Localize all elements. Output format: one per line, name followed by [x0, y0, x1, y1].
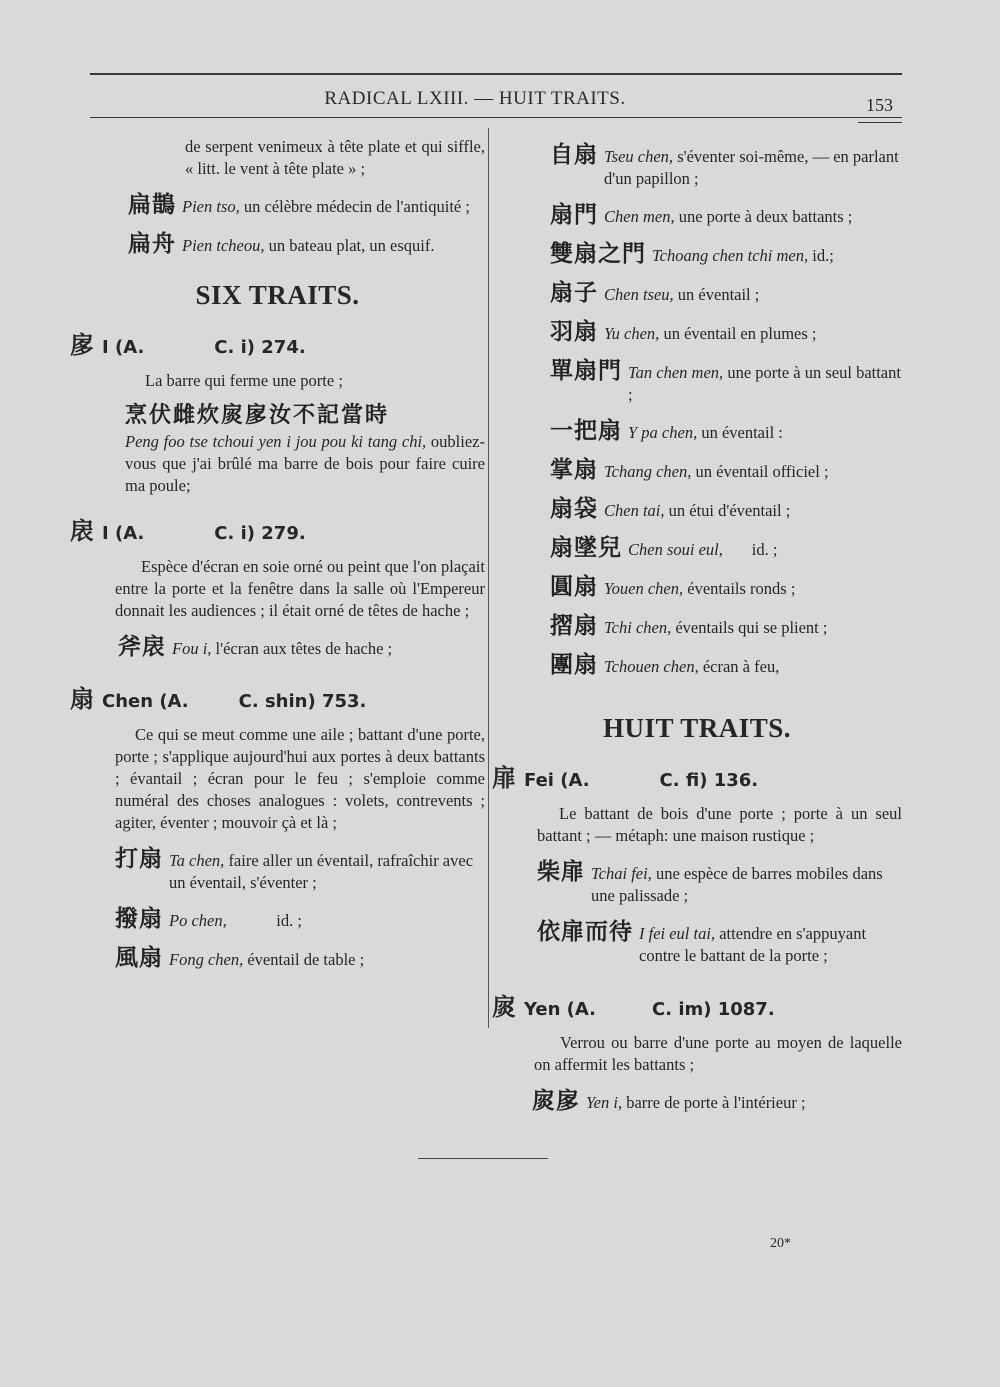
example-text: Yu chen, un éventail en plumes ; [604, 324, 817, 343]
dictionary-example [492, 853, 902, 907]
dictionary-example [70, 628, 485, 661]
example-text: Fong chen, éventail de table ; [169, 950, 365, 969]
example-chinese: 扇門 [550, 202, 598, 228]
example-text: Pien tcheou, un bateau plat, un esquif. [182, 236, 435, 255]
right-column [492, 136, 902, 1121]
example-text: Tan chen men, une porte à un seul battant ; [628, 363, 901, 404]
example-text: Chen soui eul, id. ; [628, 540, 778, 559]
dictionary-example [492, 313, 902, 346]
example-chinese: 雙扇之門 [550, 241, 646, 267]
signature-mark: 20* [770, 1236, 791, 1251]
entry-definition: Verrou ou barre d'une porte au moyen de laquelle on affermit les battants ; [534, 1033, 902, 1074]
example-chinese: 柴扉 [537, 859, 585, 885]
entry-heading [70, 325, 485, 360]
example-text: Chen tai, un étui d'éventail ; [604, 501, 791, 520]
example-chinese: 掌扇 [550, 457, 598, 483]
section-title-six-traits: SIX TRAITS. [195, 280, 360, 310]
example-text: I fei eul tai, attendre en s'appuyant contre le battant de la porte ; [639, 924, 867, 965]
page-number-rule [858, 122, 902, 123]
example-chinese: 羽扇 [550, 319, 598, 345]
example-chinese: 一把扇 [550, 418, 622, 444]
dictionary-example [492, 412, 902, 445]
dictionary-example [70, 939, 485, 972]
dictionary-example [70, 398, 485, 497]
example-text: Ta chen, faire aller un éventail, rafraîchir avec un éventail, s'éventer ; [169, 851, 474, 892]
entry-heading [70, 679, 485, 714]
entry-definition: Le battant de bois d'une porte ; porte à un seul battant ; — métaph: une maison rustique ; [537, 804, 902, 845]
entry-code: C. fi) 136. [659, 770, 759, 791]
entry-heading [492, 987, 902, 1022]
dictionary-example [70, 186, 485, 219]
entry-reading: Chen (A. [102, 691, 189, 712]
dictionary-example [492, 529, 902, 562]
example-chinese: 扁鵲 [128, 192, 176, 218]
example-chinese: 斧扆 [118, 634, 166, 660]
example-text: Chen tseu, un éventail ; [604, 285, 760, 304]
example-text: Tseu chen, s'éventer soi-même, — en parlant d'un papillon ; [604, 147, 899, 188]
intro-text: de serpent venimeux à tête plate et qui siffle, « litt. le vent à tête plate » ; [185, 137, 485, 178]
entry-code: C. i) 279. [214, 523, 306, 544]
dictionary-example [492, 913, 902, 967]
footer-rule [418, 1158, 548, 1159]
dictionary-example [70, 840, 485, 894]
dictionary-example [492, 451, 902, 484]
dictionary-example [492, 1082, 902, 1115]
entry-reading: I (A. [102, 523, 145, 544]
header-rule [90, 117, 902, 118]
example-chinese: 打扇 [115, 846, 163, 872]
example-chinese: 團扇 [550, 652, 598, 678]
dictionary-example [492, 196, 902, 229]
entry-character: 扉 [492, 764, 516, 792]
dictionary-example [492, 607, 902, 640]
entry-heading [492, 758, 902, 793]
example-text: Tchai fei, une espèce de barres mobiles dans une palissade ; [591, 864, 883, 905]
entry-character: 扅 [70, 331, 94, 359]
entry-character: 扆 [70, 517, 94, 545]
entry-heading [70, 511, 485, 546]
dictionary-example [492, 136, 902, 190]
entry-definition: La barre qui ferme une porte ; [145, 371, 343, 390]
example-chinese: 扁舟 [128, 231, 176, 257]
entry-definition: Ce qui se meut comme une aile ; battant d'une porte, porte ; s'applique aujourd'hui aux portes à deux battants ; évantail ; écran pour le feu ; s'emploie comme numéral des choses analogues : volets, contrevents ; agiter, éventer ; mouvoir çà et là ; [115, 725, 485, 832]
dictionary-example [492, 274, 902, 307]
example-text: Pien tso, un célèbre médecin de l'antiquité ; [182, 197, 470, 216]
example-text: Po chen, id. ; [169, 911, 302, 930]
section-title-huit-traits: HUIT TRAITS. [602, 713, 792, 743]
example-chinese: 扇墜兒 [550, 535, 622, 561]
example-chinese: 風扇 [115, 945, 163, 971]
entry-code: C. im) 1087. [652, 999, 775, 1020]
example-chinese: 扇子 [550, 280, 598, 306]
dictionary-example [492, 568, 902, 601]
example-chinese: 扇袋 [550, 496, 598, 522]
example-chinese: 扊扅 [532, 1088, 580, 1114]
entry-character: 扇 [70, 685, 94, 713]
page-number: 153 [866, 95, 893, 115]
dictionary-example [70, 900, 485, 933]
example-text: Youen chen, éventails ronds ; [604, 579, 796, 598]
entry-character: 扊 [492, 993, 516, 1021]
example-text: Tchi chen, éventails qui se plient ; [604, 618, 828, 637]
example-text: Yen i, barre de porte à l'intérieur ; [586, 1093, 806, 1112]
dictionary-example [492, 490, 902, 523]
entry-reading: I (A. [102, 337, 145, 358]
example-chinese: 烹伏雌炊扊扅汝不記當時 [125, 403, 390, 428]
dictionary-example [492, 352, 902, 406]
dictionary-example [492, 235, 902, 268]
entry-code: C. i) 274. [214, 337, 306, 358]
entry-reading: Fei (A. [524, 770, 590, 791]
example-chinese: 單扇門 [550, 358, 622, 384]
running-head: RADICAL LXIII. — HUIT TRAITS. [324, 88, 626, 109]
entry-definition: Espèce d'écran en soie orné ou peint que l'on plaçait entre la porte et la fenêtre dans la salle où l'Empereur donnait les audiences ; il était orné de têtes de hache ; [115, 557, 485, 620]
example-chinese: 圓扇 [550, 574, 598, 600]
example-chinese: 撥扇 [115, 906, 163, 932]
example-text: Tchouen chen, écran à feu, [604, 657, 780, 676]
example-chinese: 依扉而待 [537, 919, 633, 945]
example-text: Peng foo tse tchoui yen i jou pou ki tang chi, oubliez-vous que j'ai brûlé ma barre de bois pour faire cuire ma poule; [125, 432, 485, 495]
example-chinese: 自扇 [550, 142, 598, 168]
entry-reading: Yen (A. [524, 999, 596, 1020]
example-text: Y pa chen, un éventail : [628, 423, 783, 442]
example-chinese: 摺扇 [550, 613, 598, 639]
top-rule [90, 73, 902, 75]
example-text: Fou i, l'écran aux têtes de hache ; [172, 639, 393, 658]
dictionary-example [70, 225, 485, 258]
dictionary-example [492, 646, 902, 679]
example-text: Tchoang chen tchi men, id.; [652, 246, 834, 265]
example-list [492, 136, 902, 679]
column-divider [488, 128, 489, 1028]
example-text: Tchang chen, un éventail officiel ; [604, 462, 829, 481]
example-text: Chen men, une porte à deux battants ; [604, 207, 853, 226]
left-column [70, 136, 485, 978]
entry-code: C. shin) 753. [238, 691, 367, 712]
